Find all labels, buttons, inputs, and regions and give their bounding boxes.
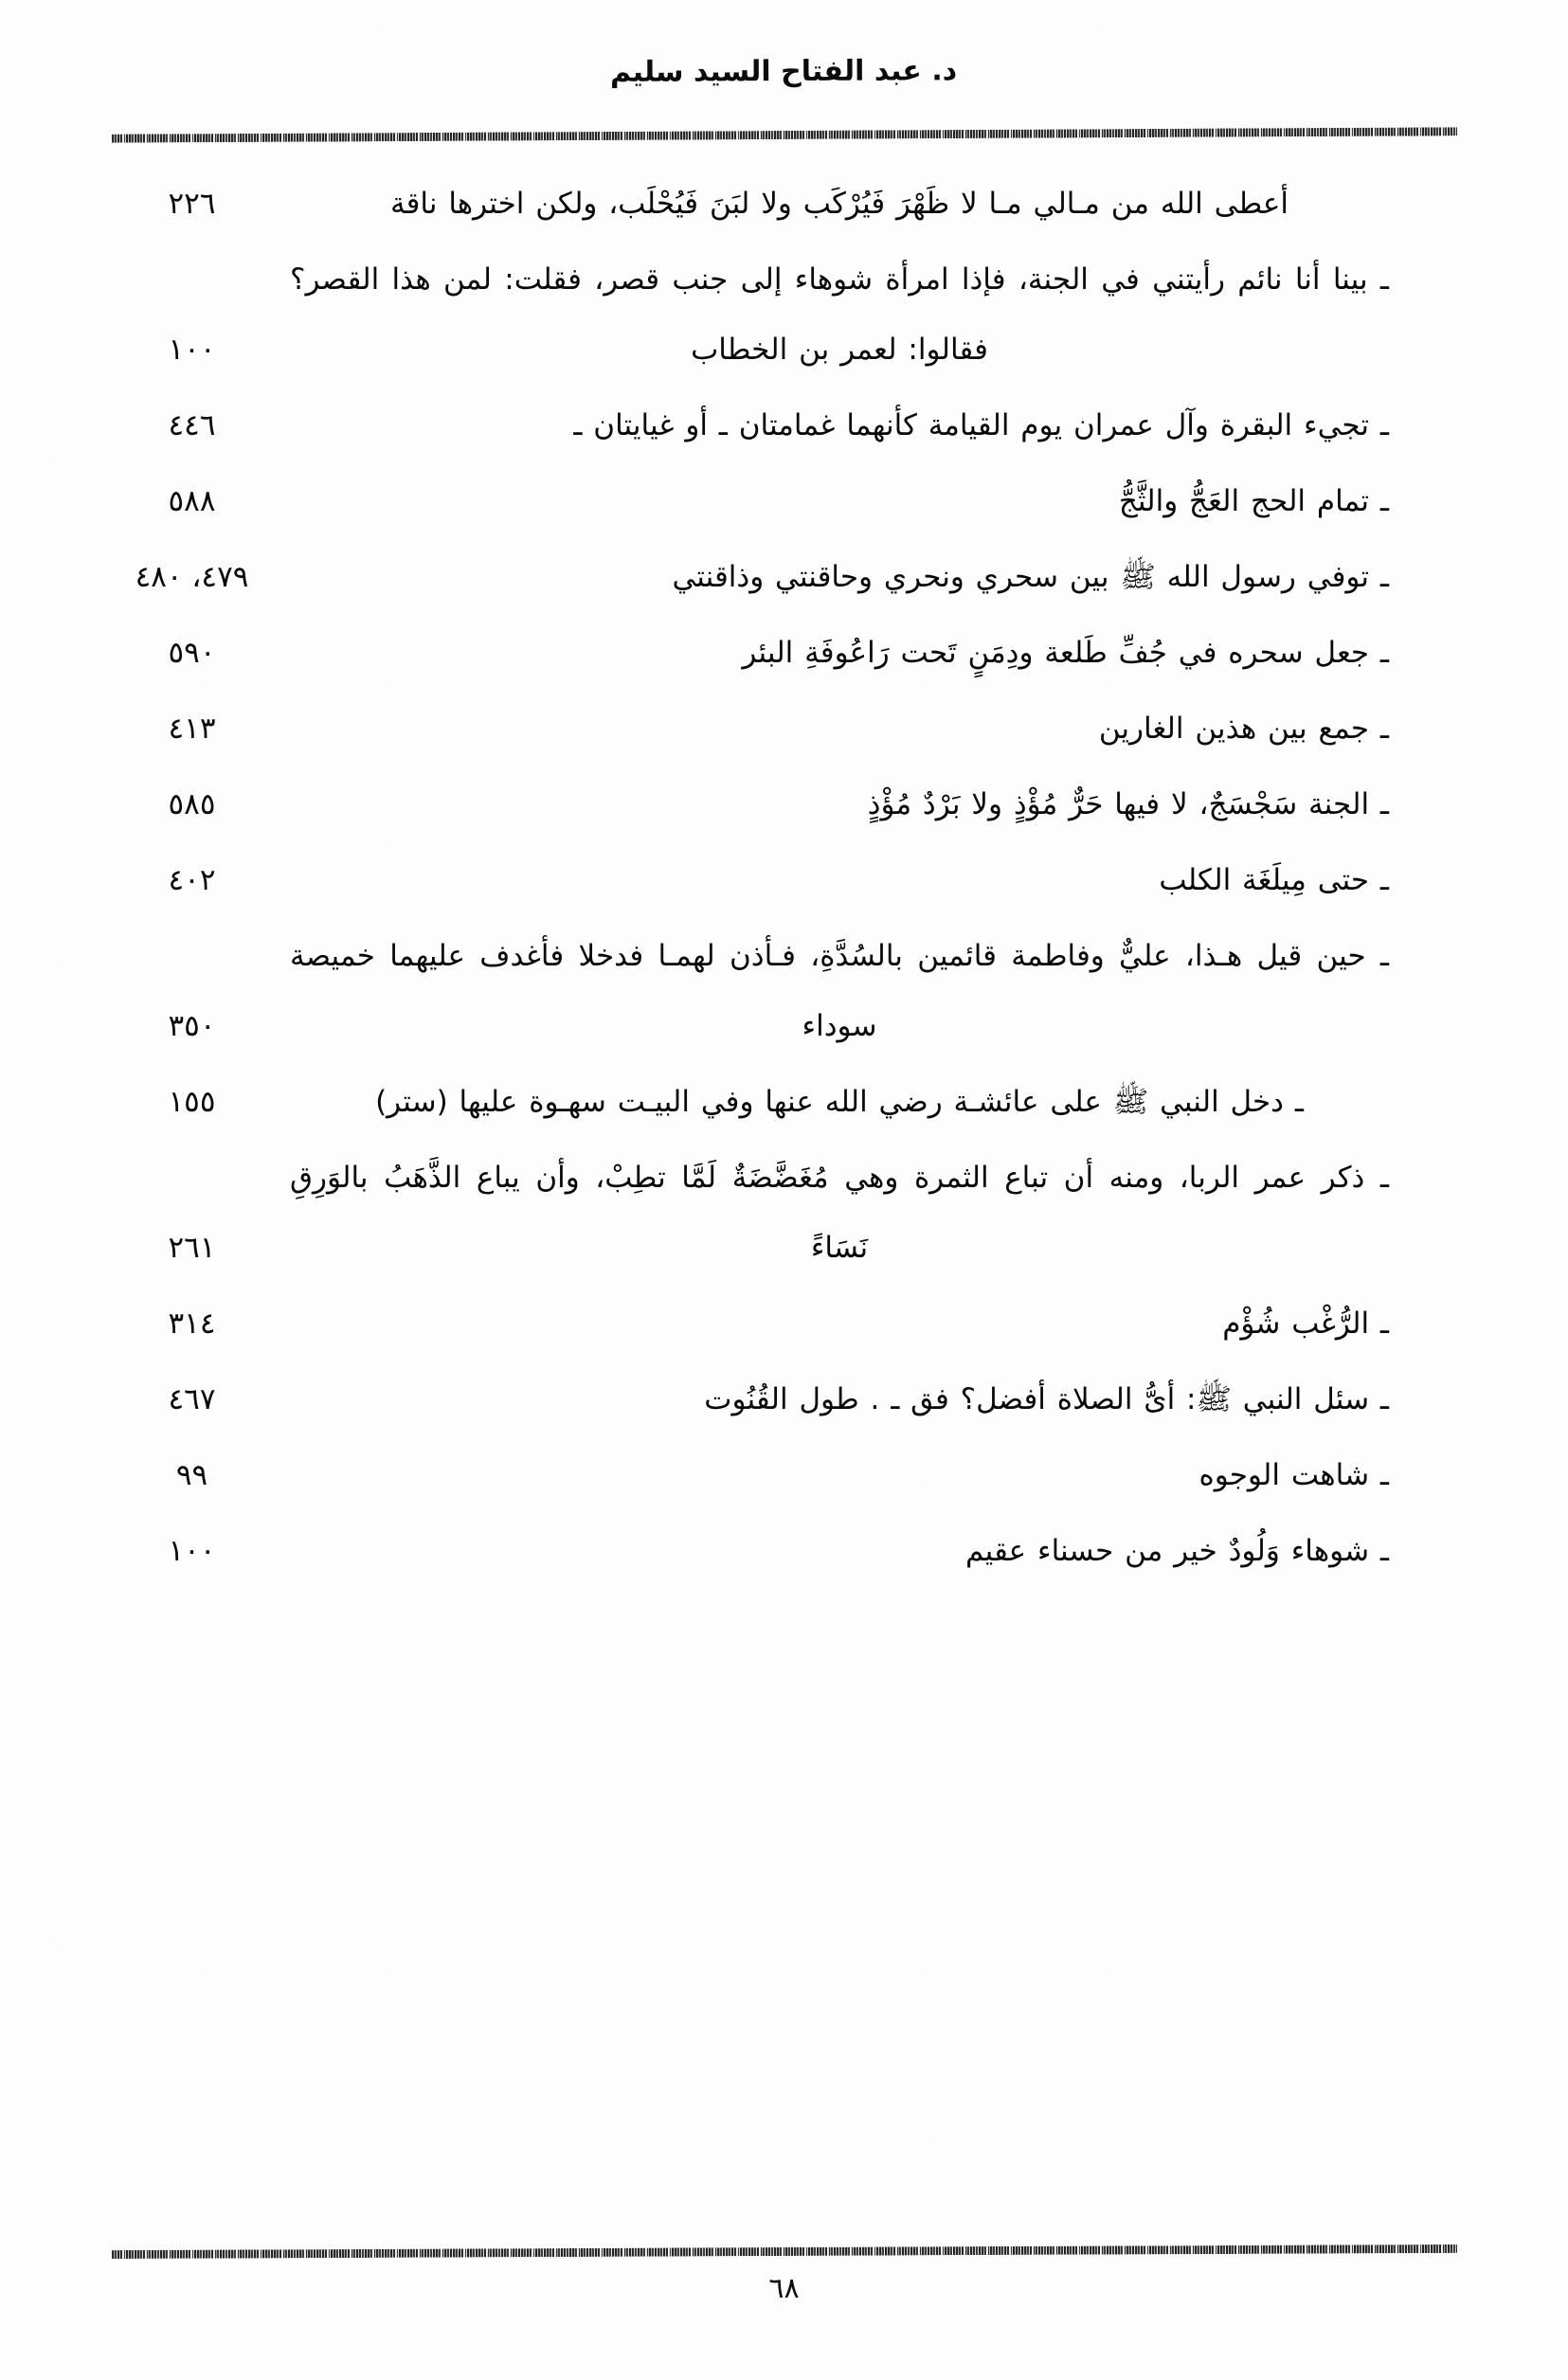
index-entry-page-number: ١٠٠ bbox=[168, 333, 216, 367]
index-entry-text: ـ شوهاء وَلُودٌ خير من حسناء عقيم bbox=[965, 1534, 1389, 1568]
index-entry bbox=[104, 769, 1469, 839]
index-entry bbox=[104, 542, 1469, 612]
index-entry bbox=[104, 466, 1469, 536]
footer-page-number: ٦٨ bbox=[768, 2272, 800, 2305]
index-entry-text: ـ شاهت الوجوه bbox=[1199, 1458, 1389, 1492]
hadith-index-list bbox=[104, 169, 1469, 1592]
footer-divider-rule bbox=[112, 2245, 1457, 2259]
index-entry-text: ـ توفي رسول الله ﷺ بين سحري ونحري وحاقنتي وذاقنتي bbox=[672, 560, 1389, 594]
index-entry-page-number: ٤٤٦ bbox=[168, 408, 216, 442]
index-entry-text: ـ سئل النبي ﷺ: أىُّ الصلاة أفضل؟ فق ـ . طول القُنُوت bbox=[704, 1382, 1389, 1416]
index-entry bbox=[104, 694, 1469, 764]
index-entry-page-number: ٢٦١ bbox=[168, 1231, 216, 1265]
index-entry-page-number: ١٥٥ bbox=[168, 1085, 216, 1119]
index-entry-text: ـ حتى مِيلَغَة الكلب bbox=[1159, 863, 1389, 897]
index-entry bbox=[104, 169, 1469, 239]
index-entry bbox=[104, 618, 1469, 688]
index-entry bbox=[104, 1364, 1469, 1434]
index-entry bbox=[104, 390, 1469, 460]
header-divider-rule bbox=[112, 127, 1457, 142]
page-footer bbox=[0, 2272, 1568, 2305]
index-entry-page-number: ٤٧٩، ٤٨٠ bbox=[135, 560, 249, 594]
index-entry-text: ـ حين قيل هـذا، عليٌّ وفاطمة قائمين بالسُدَّةِ، فـأذن لهمـا فدخلا فأغدف عليهما خميصة سوداء bbox=[290, 939, 1389, 1043]
index-entry-text: ـ الرُّغْب شُؤْم bbox=[1222, 1307, 1389, 1341]
index-entry bbox=[104, 1143, 1469, 1283]
index-entry-text: ـ دخل النبي ﷺ على عائشـة رضي الله عنها وفي البيـت سهـوة عليها (ستر) bbox=[375, 1085, 1304, 1119]
index-entry-page-number: ٥٨٥ bbox=[168, 787, 216, 821]
index-entry bbox=[104, 244, 1469, 385]
index-entry-page-number: ١٠٠ bbox=[168, 1534, 216, 1568]
index-entry-page-number: ٤١٣ bbox=[168, 712, 216, 746]
index-entry-page-number: ٥٩٠ bbox=[168, 636, 216, 670]
header-author-name: د. عبد الفتاح السيد سليم bbox=[610, 54, 958, 89]
index-entry bbox=[104, 845, 1469, 915]
index-entry bbox=[104, 1516, 1469, 1586]
index-entry bbox=[104, 1067, 1469, 1137]
index-entry-page-number: ٥٨٨ bbox=[168, 484, 216, 518]
index-entry-text: ـ جعل سحره في جُفِّ طَلعة ودِمَنٍ تَحت رَاعُوفَةِ البئر bbox=[742, 636, 1389, 670]
index-entry bbox=[104, 1289, 1469, 1359]
index-entry bbox=[104, 921, 1469, 1061]
index-entry-page-number: ٤٠٢ bbox=[168, 863, 216, 897]
index-entry-text: ـ ذكر عمر الربا، ومنه أن تباع الثمرة وهي مُغَضَّضَةٌ لَمَّا تطِبْ، وأن يباع الذَّهَبُ بالوَرِقِ نَسَاءً bbox=[290, 1161, 1389, 1265]
index-entry-text: ـ الجنة سَجْسَجٌ، لا فيها حَرٌّ مُؤْذٍ ولا بَرْدٌ مُؤْذٍ bbox=[867, 787, 1389, 821]
index-entry-page-number: ٣١٤ bbox=[168, 1307, 216, 1341]
index-entry-page-number: ٩٩ bbox=[175, 1458, 208, 1492]
index-entry bbox=[104, 1440, 1469, 1510]
index-entry-text: ـ تمام الحج العَجُّ والثَّجُّ bbox=[1118, 484, 1389, 518]
index-entry-page-number: ٤٦٧ bbox=[168, 1382, 216, 1416]
index-entry-text: أعطى الله من مـالي مـا لا ظَهْرَ فَيُرْكَب ولا لبَنَ فَيُحْلَب، ولكن اخترها ناقة bbox=[389, 187, 1289, 221]
index-entry-page-number: ٢٢٦ bbox=[168, 187, 216, 221]
index-entry-text: ـ بينا أنا نائم رأيتني في الجنة، فإذا امرأة شوهاء إلى جنب قصر، فقلت: لمن هذا القصر؟ فقالوا: لعمر بن الخطاب bbox=[290, 262, 1389, 367]
running-header bbox=[0, 55, 1568, 88]
index-entry-page-number: ٣٥٠ bbox=[168, 1009, 216, 1043]
index-entry-text: ـ تجيء البقرة وآل عمران يوم القيامة كأنهما غمامتان ـ أو غيايتان ـ bbox=[573, 408, 1389, 442]
index-entry-text: ـ جمع بين هذين الغارين bbox=[1098, 712, 1389, 746]
